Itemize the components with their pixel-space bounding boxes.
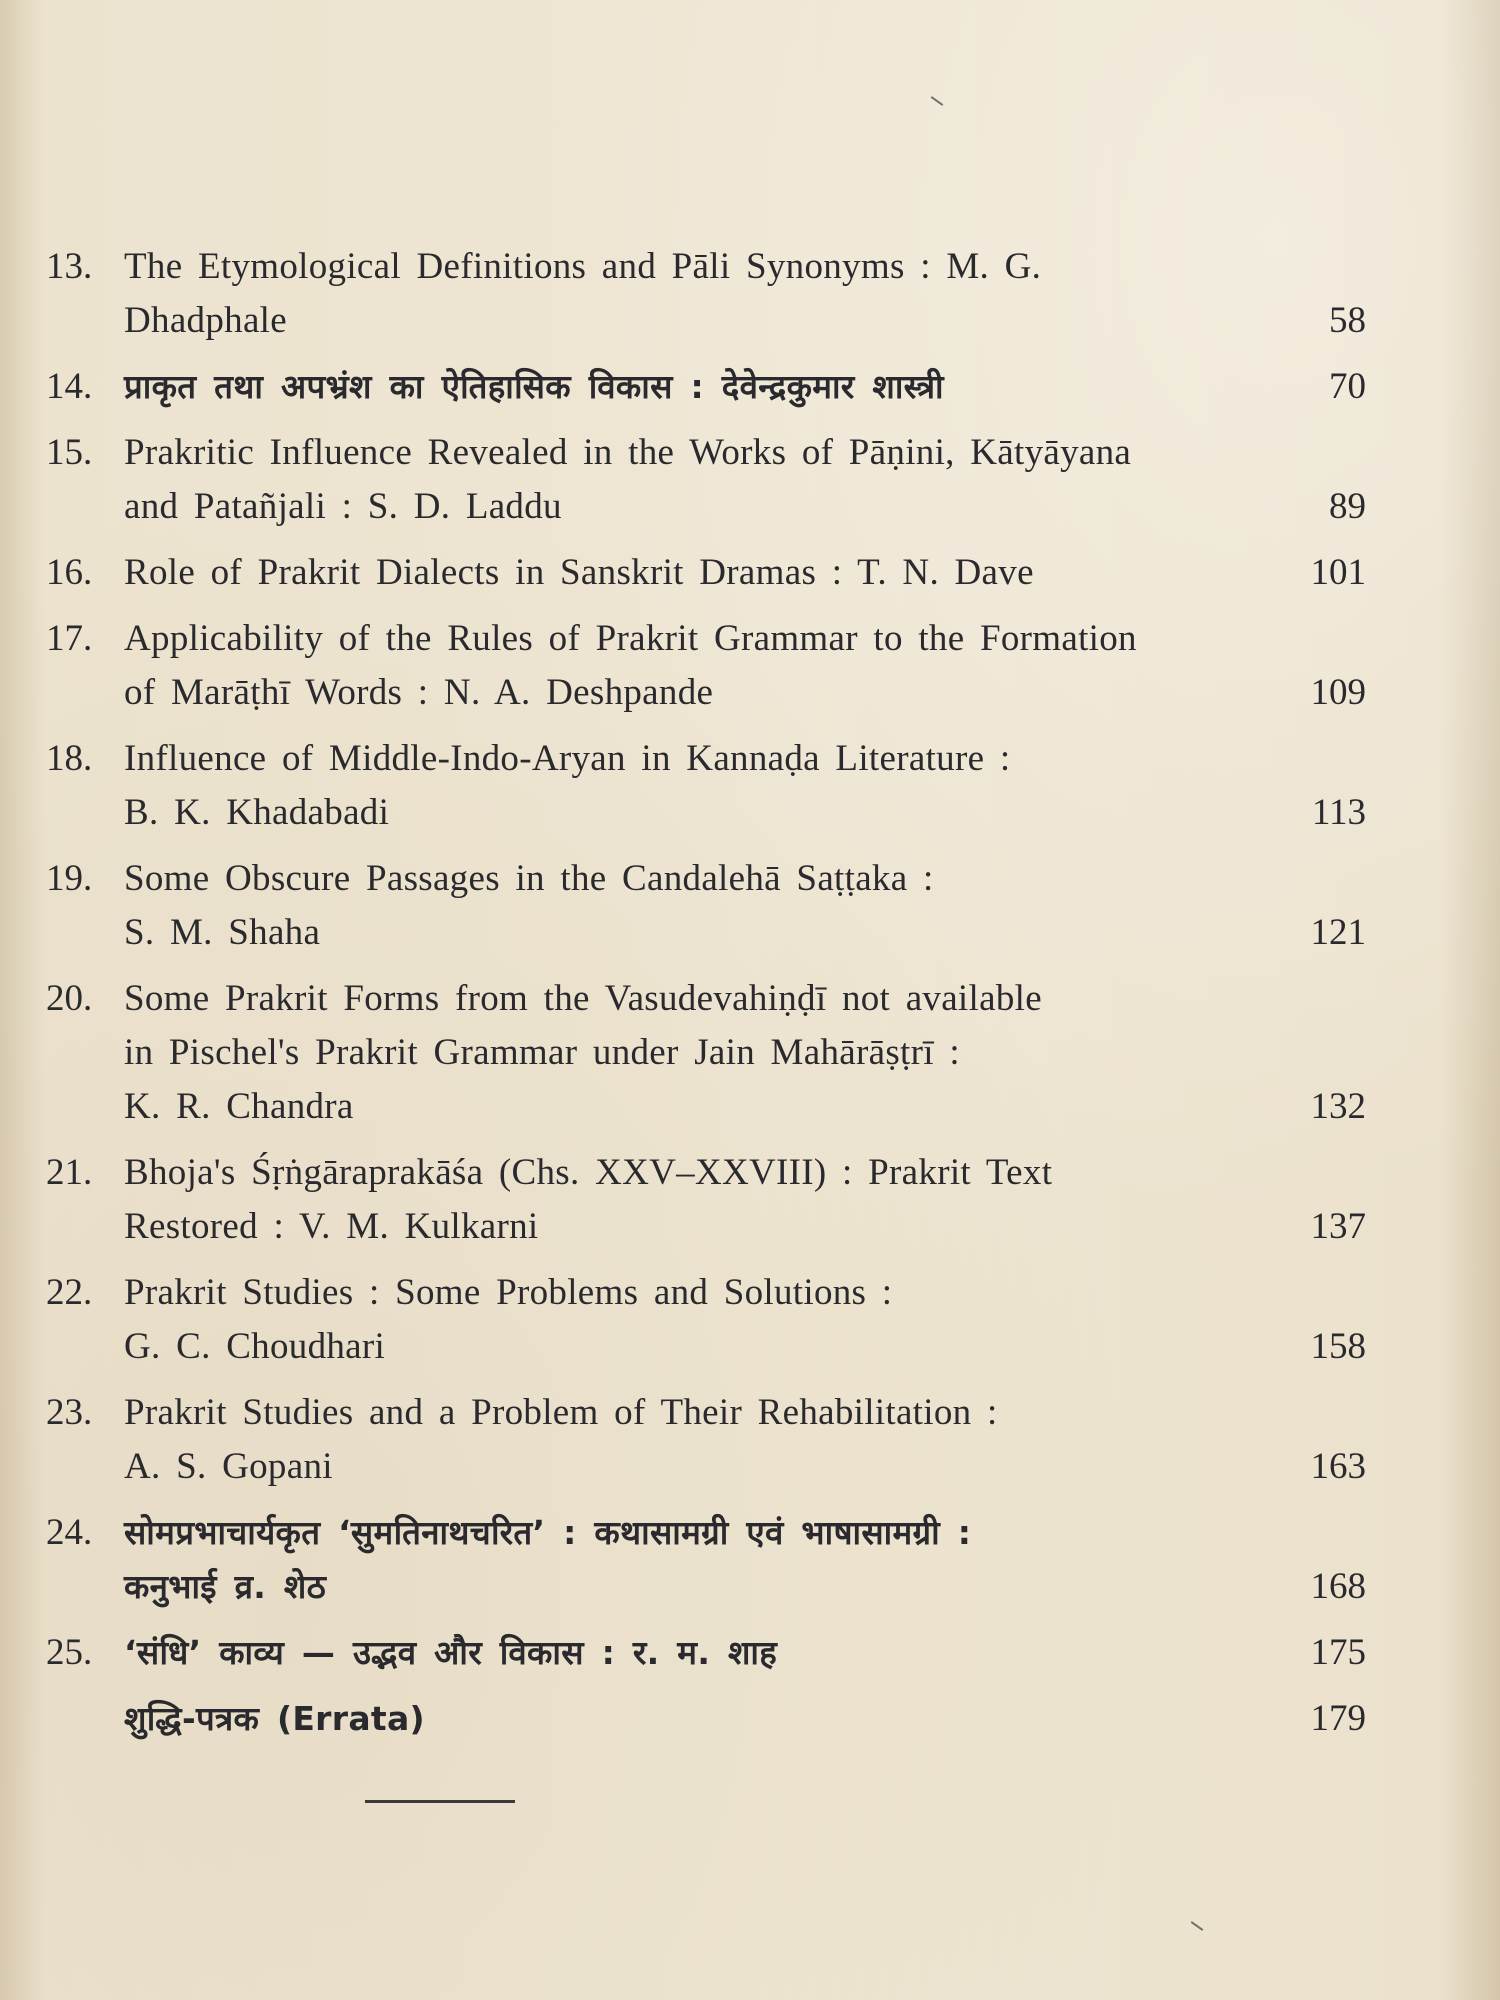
table-of-contents [46, 240, 1366, 1758]
entry-page-number: 158 [1310, 1326, 1366, 1367]
toc-entry-23 [46, 1386, 1366, 1494]
entry-title: Prakritic Influence Revealed in the Works of Pāṇini, Kātyāyana and Patañjali : S. D. Laddu [124, 432, 1132, 527]
entry-title: Bhoja's Śṛṅgāraprakāśa (Chs. XXV–XXVIII) : Prakrit Text Restored : V. M. Kulkarni [124, 1152, 1053, 1247]
toc-entry-24 [46, 1506, 1366, 1614]
entry-number: 25. [46, 1632, 93, 1673]
toc-entry-17 [46, 612, 1366, 720]
entry-page-number: 163 [1310, 1446, 1366, 1487]
entry-title: Some Prakrit Forms from the Vasudevahiṇḍī not available in Pischel's Prakrit Grammar under Jain Mahārāṣṭrī : K. R. Chandra [124, 978, 1042, 1127]
entry-number: 23. [46, 1392, 93, 1433]
entry-page-number: 58 [1329, 300, 1366, 341]
entry-title: Prakrit Studies : Some Problems and Solutions : G. C. Choudhari [124, 1272, 893, 1367]
toc-entry-21 [46, 1146, 1366, 1254]
toc-entry-22 [46, 1266, 1366, 1374]
entry-page-number: 168 [1310, 1566, 1366, 1607]
entry-number: 16. [46, 552, 93, 593]
toc-entry-errata [46, 1692, 1366, 1746]
entry-page-number: 89 [1329, 486, 1366, 527]
toc-entry-15 [46, 426, 1366, 534]
entry-title: Influence of Middle-Indo-Aryan in Kannaḍa Literature : B. K. Khadabadi [124, 738, 1011, 833]
entry-number: 22. [46, 1272, 93, 1313]
entry-page-number: 70 [1329, 366, 1366, 407]
toc-entry-20 [46, 972, 1366, 1134]
entry-page-number: 132 [1310, 1086, 1366, 1127]
entry-number: 14. [46, 366, 93, 407]
entry-title: प्राकृत तथा अपभ्रंश का ऐतिहासिक विकास : देवेन्द्रकुमार शास्त्री [124, 367, 944, 406]
print-mark [931, 96, 944, 106]
entry-title: Applicability of the Rules of Prakrit Grammar to the Formation of Marāṭhī Words : N. A. Deshpande [124, 618, 1137, 713]
entry-title: शुद्धि-पत्रक (Errata) [124, 1699, 425, 1738]
entry-title: Role of Prakrit Dialects in Sanskrit Dramas : T. N. Dave [124, 552, 1034, 593]
entry-title: सोमप्रभाचार्यकृत ‘सुमतिनाथचरित’ : कथासामग्री एवं भाषासामग्री : कनुभाई व्र. शेठ [124, 1513, 972, 1606]
entry-page-number: 121 [1310, 912, 1366, 953]
entry-number: 24. [46, 1512, 93, 1553]
entry-page-number: 113 [1311, 792, 1366, 833]
closing-rule [365, 1800, 515, 1803]
entry-page-number: 137 [1310, 1206, 1366, 1247]
toc-entry-13 [46, 240, 1366, 348]
toc-entry-16 [46, 546, 1366, 600]
entry-number: 20. [46, 978, 93, 1019]
entry-title: Prakrit Studies and a Problem of Their Rehabilitation : A. S. Gopani [124, 1392, 998, 1487]
entry-number: 13. [46, 246, 93, 287]
entry-page-number: 109 [1310, 672, 1366, 713]
entry-page-number: 175 [1310, 1632, 1366, 1673]
entry-title: The Etymological Definitions and Pāli Synonyms : M. G. Dhadphale [124, 246, 1042, 341]
entry-number: 15. [46, 432, 93, 473]
entry-title: ‘संधि’ काव्य — उद्भव और विकास : र. म. शाह [124, 1633, 778, 1672]
entry-number: 19. [46, 858, 93, 899]
entry-number: 21. [46, 1152, 93, 1193]
entry-number: 17. [46, 618, 93, 659]
toc-entry-18 [46, 732, 1366, 840]
entry-page-number: 101 [1310, 552, 1366, 593]
print-mark [1191, 1921, 1204, 1931]
toc-entry-19 [46, 852, 1366, 960]
toc-entry-25 [46, 1626, 1366, 1680]
toc-entry-14 [46, 360, 1366, 414]
entry-number: 18. [46, 738, 93, 779]
entry-page-number: 179 [1310, 1698, 1366, 1739]
entry-title: Some Obscure Passages in the Candalehā Saṭṭaka : S. M. Shaha [124, 858, 934, 953]
